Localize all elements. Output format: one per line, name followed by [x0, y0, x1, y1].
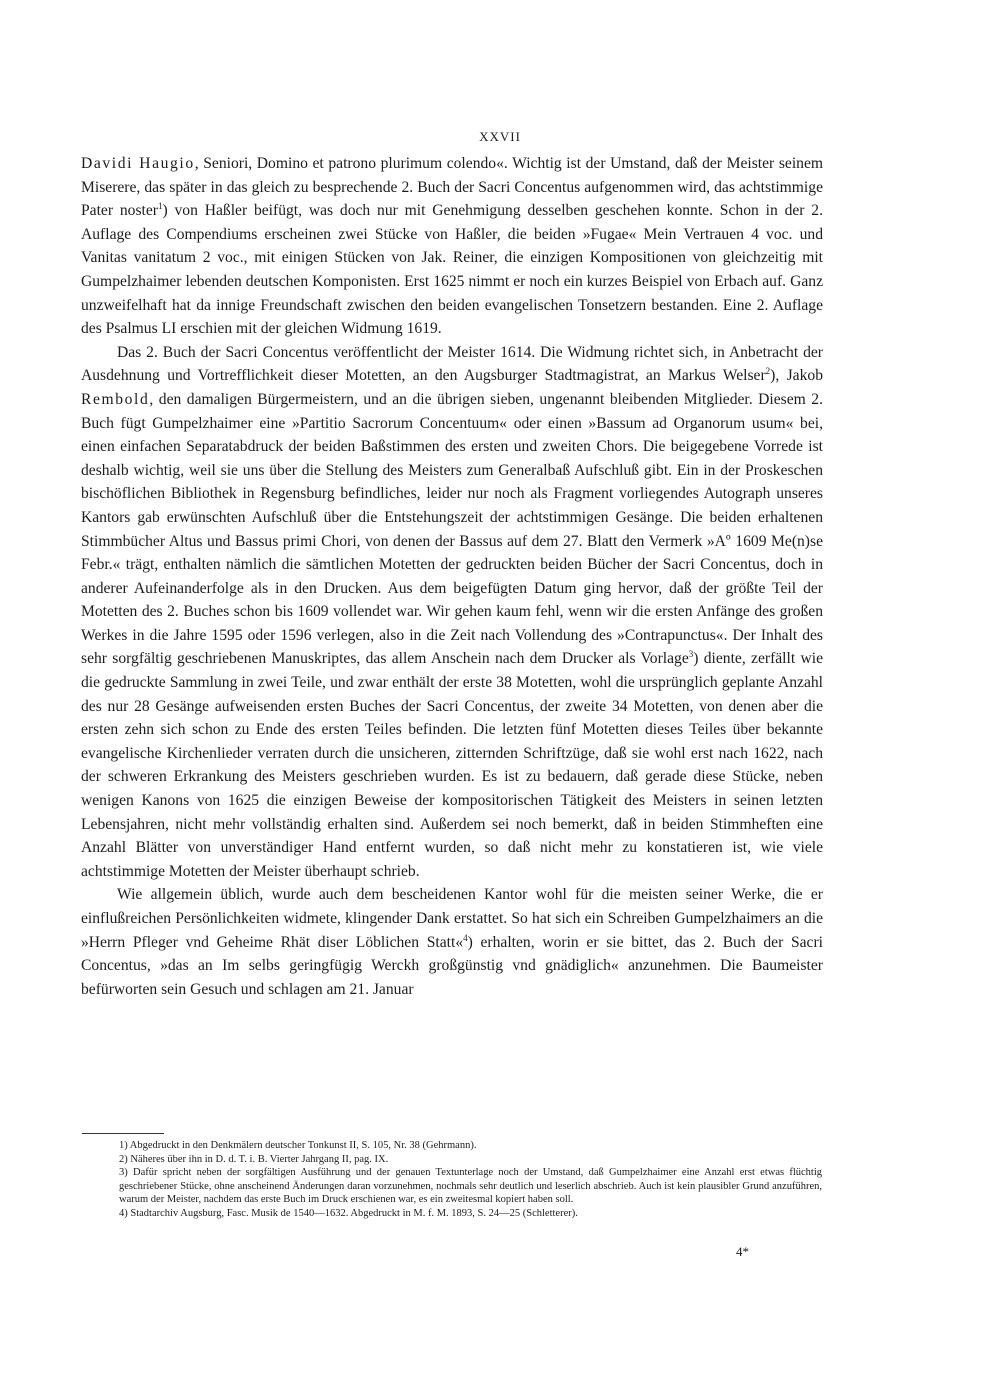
text-run: Davidi Haugio [81, 155, 195, 172]
footnote: 1) Abgedruckt in den Denkmälern deutscher Tonkunst II, S. 105, Nr. 38 (Gehrmann). [119, 1140, 477, 1151]
footnote-ref: 2 [765, 366, 771, 377]
paragraph [81, 152, 823, 341]
footnote-ref: 4 [463, 932, 468, 943]
footnote: 3) Dafür spricht neben der sorgfältigen Ausführung und der genauen Textunterlage noch der Umstand, daß Gumpelzhaimer eine Anzahl erst etwas flüchtig geschriebener Stücke, ohne anscheinend Änderungen daran vorzunehmen, nochmals sehr deutlich und leserlich abschrieb. Auch ist kein plausibler Grund anzuführen, warum der Meister, nachdem das erste Buch im Druck erschienen war, es ein zweitesmal kopiert haben soll. [119, 1167, 822, 1205]
page-number: XXVII [479, 129, 521, 144]
footnote: 4) Stadtarchiv Augsburg, Fasc. Musik de 1540—1632. Abgedruckt in M. f. M. 1893, S. 24—25 (Schletterer). [119, 1207, 578, 1219]
text-run: Rembold [81, 390, 150, 408]
text-run: ) diente, zerfällt wie die gedruckte Sammlung in zwei Teile, und zwar enthält der erste 38 Motetten, wohl die ursprünglich geplante Anzahl des nur 28 Gesänge aufweisenden ersten Buches der Sacri Concentus, der zweite 34 Motetten, von denen aber die ersten zehn sich schon zu Ende des ersten Teiles befinden. Die letzten fünf Motetten dieses Teiles über bekannte evangelische Kirchenlieder verraten durch die unsicheren, zitternden Schriftzüge, daß sie wohl erst nach 1622, nach der schweren Erkrankung des Meisters geschrieben wurden. Es ist zu bedauern, daß gerade diese Stücke, neben wenigen Kanons von 1625 die einzigen Beweise der kompositorischen Tätigkeit des Meisters in seinen letzten Lebensjahren, nicht mehr vollständig erhalten sind. Außerdem sei noch bemerkt, daß in beiden Stimmheften eine Anzahl Blätter von unverständiger Hand entfernt wurden, so daß nicht mehr zu konstatieren ist, wie viele achtstimmige Motetten der Meister überhaupt schrieb. [81, 650, 823, 880]
text-run: Wie allgemein üblich, wurde auch dem bescheidenen Kantor wohl für die meisten seiner Werke, die er einflußreichen Persönlichkeiten widmete, klingender Dank erstattet. So hat sich ein Schreiben Gumpelzhaimers an die »Herrn Pfleger vnd Geheime Rhät diser Löblichen Statt« [81, 886, 823, 951]
footnote-rule [82, 1133, 164, 1134]
text-run: , den damaligen Bürgermeistern, und an die übrigen sieben, ungenannt bleibenden Mitglieder. Diesem 2. Buch fügt Gumpelzhaimer eine »Partitio Sacrorum Concentuum« oder einen »Bassum ad Organorum usum« bei, einen einfachen Separatabdruck der beiden Baßstimmen des ersten und zweiten Chors. Die beigegebene Vorrede ist deshalb wichtig, weil sie uns über die Stellung des Meisters zum Generalbaß Aufschluß gibt. Ein in der Proskeschen bischöflichen Bibliothek in Regensburg befindliches, leider nur noch als Fragment vorliegendes Autograph unseres Kantors gab erwünschten Aufschluß über die Entstehungszeit der achtstimmigen Gesänge. Die beiden erhaltenen Stimmbücher Altus und Bassus primi Chori, von denen der Bassus auf dem 27. Blatt den Vermerk »Aº 1609 Me(n)se Febr.« trägt, enthalten nämlich die sämtlichen Motetten der gedruckten beiden Bücher der Sacri Concentus, doch in anderer Aufeinanderfolge als in den Drucken. Aus dem beigefügten Datum ging hervor, daß der größte Teil der Motetten des 2. Buches schon bis 1609 vollendet war. Wir gehen kaum fehl, wenn wir die ersten Anfänge des großen Werkes in die Jahre 1595 oder 1596 verlegen, also in die Zeit nach Vollendung des »Contrapunctus«. Der Inhalt des sehr sorgfältig geschriebenen Manuskriptes, das allem Anschein nach dem Drucker als Vorlage [81, 390, 823, 668]
paragraph [81, 341, 823, 884]
text-run: ) erhalten, worin er sie bittet, das 2. Buch der Sacri Concentus, »das an Im selbs geringfügig Werckh großgünstig vnd gnädiglich« anzunehmen. Die Baumeister befürworten sein Gesuch und schlagen am 21. Januar [81, 933, 824, 998]
footnote-ref: 1 [157, 201, 163, 211]
signature-mark: 4* [736, 1244, 749, 1259]
footnote-ref: 3 [688, 649, 694, 660]
footnotes [82, 1139, 822, 1220]
paragraph [81, 883, 823, 1001]
main-text [81, 152, 823, 1001]
text-run: , Seniori, Domino et patrono plurimum colendo«. Wichtig ist der Umstand, daß der Meister seinem Miserere, das später in das gleich zu besprechende 2. Buch der Sacri Concentus aufgenommen wird, das achtstimmige Pater noster [81, 155, 823, 220]
text-run: ) von Haßler beifügt, was doch nur mit Genehmigung desselben geschehen konnte. Schon in der 2. Auflage des Compendiums erscheinen zwei Stücke von Haßler, die beiden »Fugae« Mein Vertrauen 4 voc. und Vanitas vanitatum 2 voc., mit einigen Stücken von Jak. Reiner, die einzigen Kompositionen von gleichzeitig mit Gumpelzhaimer lebenden deutschen Komponisten. Erst 1625 nimmt er noch ein kurzes Beispiel von Erbach auf. Ganz unzweifelhaft hat da innige Freundschaft zwischen den beiden evangelischen Tonsetzern bestanden. Eine 2. Auflage des Psalmus LI erschien mit der gleichen Widmung 1619. [81, 202, 823, 338]
footnote: 2) Näheres über ihn in D. d. T. i. B. Vierter Jahrgang II, pag. IX. [119, 1153, 389, 1165]
text-run: ), Jakob [770, 367, 823, 385]
text-run: Das 2. Buch der Sacri Concentus veröffentlicht der Meister 1614. Die Widmung richtet sich, in Anbetracht der Ausdehnung und Vortrefflichkeit dieser Motetten, an den Augsburger Stadtmagistrat, an Markus Welser [81, 343, 823, 385]
